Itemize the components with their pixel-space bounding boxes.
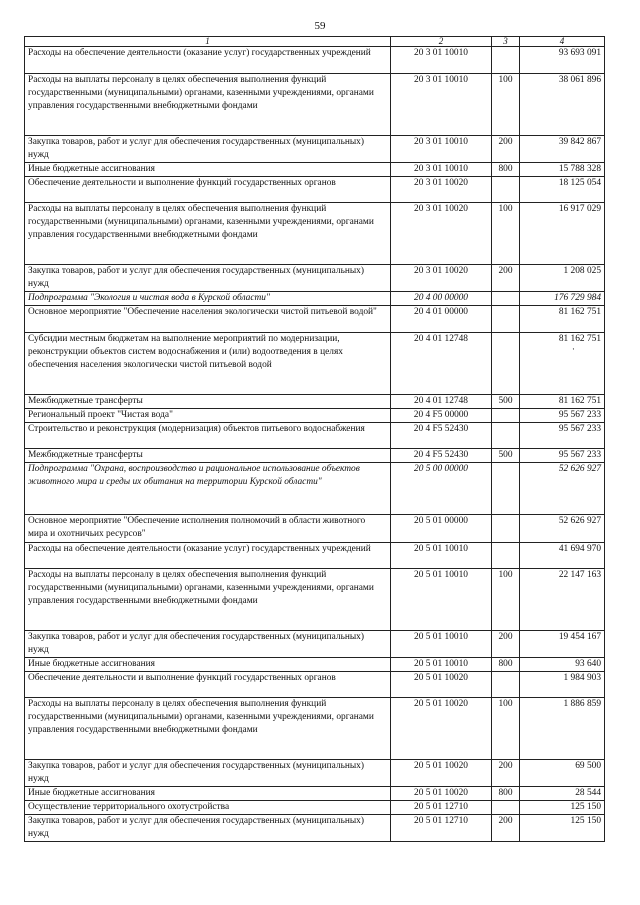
row-code: 20 4 F5 52430 <box>391 449 492 463</box>
table-header-row <box>25 37 605 47</box>
row-expense-type: 800 <box>492 787 520 801</box>
row-name: Межбюджетные трансферты <box>25 449 391 463</box>
row-name: Подпрограмма "Охрана, воспроизводство и рациональное использование объектов животного мира и среды их обитания на территории Курской области" <box>25 463 391 515</box>
row-amount: 39 842 867 <box>520 136 605 163</box>
row-expense-type <box>492 672 520 698</box>
row-amount: 1 984 903 <box>520 672 605 698</box>
row-expense-type: 100 <box>492 569 520 631</box>
row-expense-type: 200 <box>492 631 520 658</box>
row-name: Расходы на выплаты персоналу в целях обеспечения выполнения функций государственными (муниципальными) органами, казенными учреждениями, органами управления государственными внебюджетными фондами <box>25 203 391 265</box>
row-code: 20 4 F5 52430 <box>391 423 492 449</box>
row-expense-type <box>492 463 520 515</box>
row-expense-type <box>492 515 520 543</box>
table-row <box>25 801 605 815</box>
table-row <box>25 658 605 672</box>
row-amount: 95 567 233 <box>520 409 605 423</box>
table-row <box>25 815 605 842</box>
table-row <box>25 423 605 449</box>
row-code: 20 4 00 00000 <box>391 292 492 306</box>
row-code: 20 5 01 10010 <box>391 543 492 569</box>
row-name: Субсидии местным бюджетам на выполнение мероприятий по модернизации, реконструкции объектов систем водоснабжения и (или) водоотведения в целях обеспечения населения экологически чистой питьевой водой <box>25 333 391 395</box>
table-row <box>25 569 605 631</box>
row-amount: 93 693 091 <box>520 47 605 74</box>
row-name: Расходы на обеспечение деятельности (оказание услуг) государственных учреждений <box>25 543 391 569</box>
row-expense-type <box>492 409 520 423</box>
table-row <box>25 449 605 463</box>
row-expense-type <box>492 306 520 333</box>
row-expense-type: 100 <box>492 698 520 760</box>
row-expense-type <box>492 333 520 395</box>
row-amount: 1 208 025 <box>520 265 605 292</box>
row-code: 20 5 01 12710 <box>391 801 492 815</box>
header-col-3: 3 <box>492 37 520 47</box>
row-name: Строительство и реконструкция (модернизация) объектов питьевого водоснабжения <box>25 423 391 449</box>
row-name: Расходы на обеспечение деятельности (оказание услуг) государственных учреждений <box>25 47 391 74</box>
row-amount: 16 917 029 <box>520 203 605 265</box>
row-code: 20 3 01 10020 <box>391 203 492 265</box>
table-row <box>25 463 605 515</box>
row-expense-type <box>492 801 520 815</box>
row-expense-type: 100 <box>492 203 520 265</box>
table-row <box>25 395 605 409</box>
row-expense-type: 200 <box>492 136 520 163</box>
row-code: 20 5 01 10020 <box>391 672 492 698</box>
row-name: Расходы на выплаты персоналу в целях обеспечения выполнения функций государственными (муниципальными) органами, казенными учреждениями, органами управления государственными внебюджетными фондами <box>25 698 391 760</box>
row-amount: 93 640 <box>520 658 605 672</box>
table-row <box>25 698 605 760</box>
header-col-1: 1 <box>25 37 391 47</box>
row-code: 20 5 01 10010 <box>391 631 492 658</box>
row-name: Закупка товаров, работ и услуг для обеспечения государственных (муниципальных) нужд <box>25 631 391 658</box>
row-name: Закупка товаров, работ и услуг для обеспечения государственных (муниципальных) нужд <box>25 136 391 163</box>
row-expense-type <box>492 47 520 74</box>
row-name: Подпрограмма "Экология и чистая вода в Курской области" <box>25 292 391 306</box>
row-amount: 176 729 984 <box>520 292 605 306</box>
row-amount: 28 544 <box>520 787 605 801</box>
row-name: Обеспечение деятельности и выполнение функций государственных органов <box>25 177 391 203</box>
row-expense-type: 800 <box>492 658 520 672</box>
row-expense-type: 800 <box>492 163 520 177</box>
row-code: 20 3 01 10020 <box>391 265 492 292</box>
row-expense-type: 100 <box>492 74 520 136</box>
table-row <box>25 543 605 569</box>
row-amount: 95 567 233 <box>520 423 605 449</box>
row-amount: 69 500 <box>520 760 605 787</box>
row-amount: 52 626 927 <box>520 463 605 515</box>
row-amount: 95 567 233 <box>520 449 605 463</box>
table-row <box>25 47 605 74</box>
row-expense-type: 200 <box>492 265 520 292</box>
row-code: 20 4 01 12748 <box>391 395 492 409</box>
row-amount: 81 162 751 <box>520 395 605 409</box>
row-expense-type <box>492 423 520 449</box>
row-name: Закупка товаров, работ и услуг для обеспечения государственных (муниципальных) нужд <box>25 760 391 787</box>
row-name: Обеспечение деятельности и выполнение функций государственных органов <box>25 672 391 698</box>
row-expense-type <box>492 177 520 203</box>
row-code: 20 5 01 10020 <box>391 760 492 787</box>
budget-table <box>24 36 605 842</box>
row-name: Расходы на выплаты персоналу в целях обеспечения выполнения функций государственными (муниципальными) органами, казенными учреждениями, органами управления государственными внебюджетными фондами <box>25 569 391 631</box>
row-amount: 81 162 751 <box>520 306 605 333</box>
row-amount: 81 162 751 · <box>520 333 605 395</box>
row-expense-type: 200 <box>492 815 520 842</box>
row-code: 20 3 01 10010 <box>391 47 492 74</box>
table-row <box>25 177 605 203</box>
row-code: 20 5 01 10010 <box>391 569 492 631</box>
table-row <box>25 333 605 395</box>
row-name: Расходы на выплаты персоналу в целях обеспечения выполнения функций государственными (муниципальными) органами, казенными учреждениями, органами управления государственными внебюджетными фондами <box>25 74 391 136</box>
row-code: 20 5 01 10010 <box>391 658 492 672</box>
table-row <box>25 631 605 658</box>
row-amount: 41 694 970 <box>520 543 605 569</box>
row-code: 20 5 01 10020 <box>391 698 492 760</box>
table-row <box>25 74 605 136</box>
header-col-4: 4 <box>520 37 605 47</box>
header-col-2: 2 <box>391 37 492 47</box>
page-number: 59 <box>314 20 326 32</box>
row-name: Осуществление территориального охотустройства <box>25 801 391 815</box>
row-name: Иные бюджетные ассигнования <box>25 787 391 801</box>
row-amount: 18 125 054 <box>520 177 605 203</box>
table-row <box>25 136 605 163</box>
table-row <box>25 672 605 698</box>
row-amount: 22 147 163 <box>520 569 605 631</box>
row-amount: 52 626 927 <box>520 515 605 543</box>
table-row <box>25 787 605 801</box>
row-name: Иные бюджетные ассигнования <box>25 658 391 672</box>
row-expense-type: 500 <box>492 449 520 463</box>
row-code: 20 5 00 00000 <box>391 463 492 515</box>
row-code: 20 3 01 10020 <box>391 177 492 203</box>
row-amount: 38 061 896 <box>520 74 605 136</box>
row-expense-type <box>492 543 520 569</box>
row-amount: 15 788 328 <box>520 163 605 177</box>
row-expense-type: 500 <box>492 395 520 409</box>
row-amount: 1 886 859 <box>520 698 605 760</box>
table-row <box>25 203 605 265</box>
row-code: 20 5 01 10020 <box>391 787 492 801</box>
row-code: 20 3 01 10010 <box>391 136 492 163</box>
scan-mark: · <box>571 345 575 355</box>
row-code: 20 4 01 00000 <box>391 306 492 333</box>
table-row <box>25 265 605 292</box>
row-code: 20 4 F5 00000 <box>391 409 492 423</box>
row-name: Закупка товаров, работ и услуг для обеспечения государственных (муниципальных) нужд <box>25 265 391 292</box>
table-row <box>25 292 605 306</box>
row-code: 20 3 01 10010 <box>391 163 492 177</box>
row-name: Межбюджетные трансферты <box>25 395 391 409</box>
row-amount: 125 150 <box>520 815 605 842</box>
table-row <box>25 409 605 423</box>
row-name: Основное мероприятие "Обеспечение исполнения полномочий в области животного мира и охотничьих ресурсов" <box>25 515 391 543</box>
row-name: Закупка товаров, работ и услуг для обеспечения государственных (муниципальных) нужд <box>25 815 391 842</box>
row-code: 20 5 01 00000 <box>391 515 492 543</box>
table-row <box>25 515 605 543</box>
row-name: Региональный проект "Чистая вода" <box>25 409 391 423</box>
table-row <box>25 163 605 177</box>
row-code: 20 5 01 12710 <box>391 815 492 842</box>
row-expense-type <box>492 292 520 306</box>
row-expense-type: 200 <box>492 760 520 787</box>
table-row <box>25 306 605 333</box>
row-code: 20 4 01 12748 <box>391 333 492 395</box>
row-amount: 19 454 167 <box>520 631 605 658</box>
table-row <box>25 760 605 787</box>
row-name: Основное мероприятие "Обеспечение населения экологически чистой питьевой водой" <box>25 306 391 333</box>
row-amount: 125 150 <box>520 801 605 815</box>
row-name: Иные бюджетные ассигнования <box>25 163 391 177</box>
row-code: 20 3 01 10010 <box>391 74 492 136</box>
